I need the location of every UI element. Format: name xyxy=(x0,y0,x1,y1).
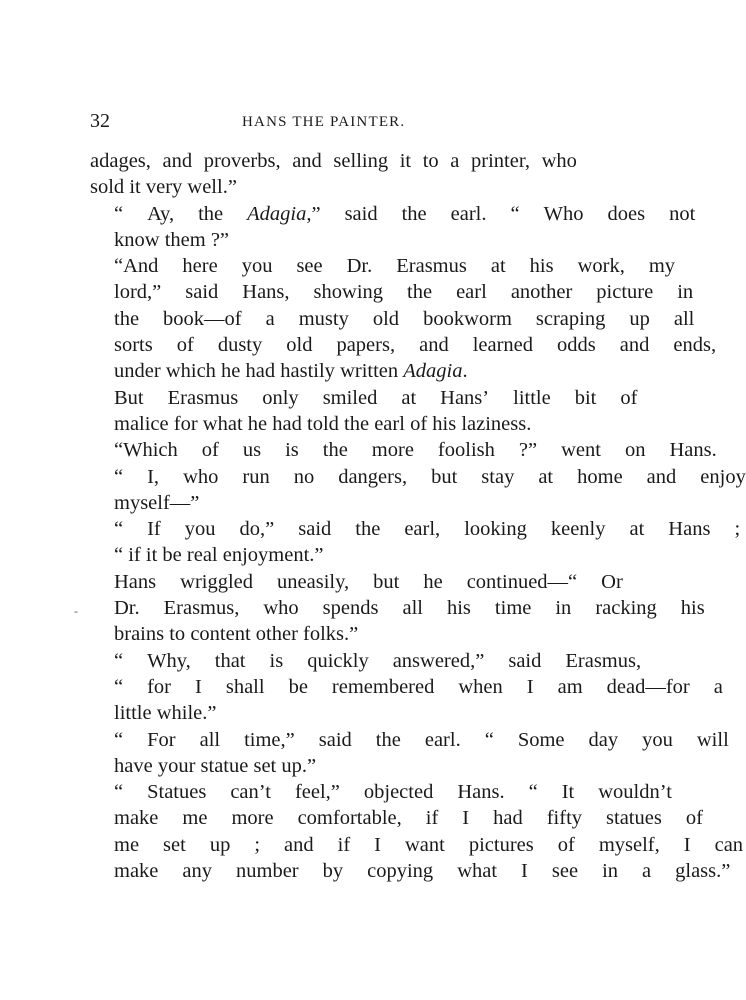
word: in xyxy=(602,860,619,883)
word: Dr. xyxy=(114,597,140,620)
word: “ xyxy=(114,675,124,698)
word: time,” xyxy=(244,728,295,751)
word: he xyxy=(221,360,241,383)
word: book—of xyxy=(163,307,242,330)
word: printer, xyxy=(471,150,530,172)
word: no xyxy=(293,465,315,488)
word: in xyxy=(555,597,572,620)
word: of xyxy=(201,439,219,462)
paragraph xyxy=(90,437,746,516)
word: the xyxy=(198,202,224,225)
word: musty xyxy=(298,307,349,330)
word: more xyxy=(231,807,274,830)
word: the xyxy=(355,518,381,541)
page-number: 32 xyxy=(90,110,110,132)
word: I xyxy=(462,807,470,830)
word: went xyxy=(561,439,601,462)
word: stay xyxy=(481,465,515,488)
word: in xyxy=(677,281,694,304)
word: “ xyxy=(114,518,124,541)
word: all xyxy=(402,597,423,620)
word: Hans xyxy=(668,518,711,541)
word: his xyxy=(680,597,705,620)
paragraph xyxy=(90,727,729,780)
text-line xyxy=(90,516,741,542)
margin-mark: - xyxy=(74,604,78,618)
word: bit xyxy=(574,386,597,409)
word: I xyxy=(683,833,691,856)
word: Ay, xyxy=(147,202,175,225)
word: you xyxy=(241,255,273,278)
word: to xyxy=(422,150,439,172)
word: answered,” xyxy=(392,649,485,672)
word: to xyxy=(169,623,186,646)
word: his xyxy=(446,597,471,620)
word: that xyxy=(214,649,246,672)
word: day xyxy=(588,728,619,751)
word: “ xyxy=(114,465,124,488)
word: the xyxy=(114,307,140,330)
word: at xyxy=(629,518,645,541)
word: bookworm xyxy=(423,307,512,330)
word: at xyxy=(401,386,417,409)
word: Hans, xyxy=(242,281,290,304)
word: for xyxy=(147,675,172,698)
word: I xyxy=(195,675,202,698)
word: earl, xyxy=(404,518,441,541)
word: I xyxy=(521,860,528,883)
word: Statues xyxy=(147,781,207,804)
word: up.” xyxy=(281,754,317,777)
text-line xyxy=(90,148,577,174)
word: brains xyxy=(114,623,165,646)
word: more xyxy=(371,439,414,462)
word: another xyxy=(510,281,573,304)
word: what xyxy=(202,412,243,435)
word: well.” xyxy=(187,176,237,199)
word: For xyxy=(147,728,176,751)
text-line xyxy=(90,411,577,437)
word: me xyxy=(114,833,140,856)
word: can xyxy=(714,833,744,856)
word: if xyxy=(128,544,141,567)
word: little xyxy=(513,386,551,409)
word: he xyxy=(423,570,443,593)
word: time xyxy=(494,597,532,620)
word: who xyxy=(263,597,299,620)
word: is xyxy=(285,439,299,462)
word: if xyxy=(337,833,351,856)
word: the xyxy=(401,202,427,225)
word: sold xyxy=(90,176,125,199)
word: learned xyxy=(472,334,534,357)
word: and xyxy=(162,150,193,172)
word: set xyxy=(163,833,186,856)
text-line xyxy=(90,253,676,279)
word: of xyxy=(410,412,428,435)
word: enjoy xyxy=(700,465,746,488)
word: old xyxy=(372,307,400,330)
word: I xyxy=(526,675,534,698)
word: my xyxy=(648,255,676,278)
word: of xyxy=(557,833,575,856)
word: selling xyxy=(333,150,389,172)
text-line xyxy=(90,437,717,463)
word: other xyxy=(255,623,298,646)
word: dusty xyxy=(217,334,263,357)
word: said xyxy=(185,281,219,304)
word: it xyxy=(145,544,158,567)
text-line xyxy=(90,464,746,490)
word: when xyxy=(458,675,503,698)
word: ends, xyxy=(673,334,717,357)
word: the xyxy=(375,728,401,751)
word: a xyxy=(265,307,275,330)
word: But xyxy=(114,386,144,409)
word: pictures xyxy=(468,833,534,856)
text-line xyxy=(90,595,705,621)
word: earl xyxy=(456,281,487,304)
text-line xyxy=(90,832,744,858)
word: at xyxy=(490,255,506,278)
word: said xyxy=(298,518,332,541)
word: ; xyxy=(734,518,741,541)
text-line xyxy=(90,805,703,831)
word: scraping xyxy=(535,307,606,330)
text-line xyxy=(90,306,695,332)
word: It xyxy=(561,781,575,804)
word: “ xyxy=(528,781,538,804)
word: keenly xyxy=(550,518,606,541)
running-title: HANS THE PAINTER. xyxy=(242,114,406,130)
word: had xyxy=(245,360,276,383)
paragraph xyxy=(90,385,638,438)
word: make xyxy=(114,807,159,830)
text-line xyxy=(90,279,694,305)
word: only xyxy=(262,386,299,409)
word: Why, xyxy=(147,649,191,672)
text-line xyxy=(90,332,717,358)
word: malice xyxy=(114,412,169,435)
word: have xyxy=(114,754,153,777)
text-line xyxy=(90,227,577,253)
word: them xyxy=(164,228,206,251)
word: here xyxy=(182,255,218,278)
word: does xyxy=(607,202,646,225)
word: said xyxy=(318,728,352,751)
word: racking xyxy=(595,597,657,620)
word: continued—“ xyxy=(466,570,578,593)
word: set xyxy=(253,754,277,777)
word: little xyxy=(114,702,152,725)
word: sorts xyxy=(114,334,153,357)
word: real xyxy=(186,544,218,567)
word: his xyxy=(432,412,457,435)
word: foolish xyxy=(437,439,495,462)
word: dead—for xyxy=(606,675,690,698)
paragraph xyxy=(90,201,696,254)
word: on xyxy=(624,439,646,462)
word: dangers, xyxy=(338,465,408,488)
word: “ xyxy=(510,202,520,225)
text-line xyxy=(90,779,672,805)
word: had xyxy=(493,807,523,830)
word: hastily xyxy=(280,360,335,383)
word: earl xyxy=(374,412,405,435)
word: objected xyxy=(363,781,434,804)
word: laziness. xyxy=(461,412,532,435)
word: proverbs, xyxy=(203,150,281,172)
paragraph xyxy=(90,516,741,569)
word: Erasmus xyxy=(396,255,467,278)
word: uneasily, xyxy=(277,570,350,593)
word: fifty xyxy=(546,807,583,830)
word: of xyxy=(176,334,194,357)
word: Hans. xyxy=(669,439,717,462)
text-line xyxy=(90,542,577,568)
word: and xyxy=(419,334,449,357)
text-line xyxy=(90,648,642,674)
word: Hans xyxy=(114,570,157,593)
word: Erasmus, xyxy=(565,649,642,672)
word: be xyxy=(288,675,308,698)
word: am xyxy=(557,675,583,698)
word: enjoyment.” xyxy=(222,544,324,567)
word: run xyxy=(242,465,270,488)
word: do,” xyxy=(239,518,275,541)
word: remembered xyxy=(331,675,435,698)
word: at xyxy=(538,465,554,488)
word: said xyxy=(508,649,542,672)
word: Hans. xyxy=(457,781,505,804)
word: a xyxy=(713,675,723,698)
word: Some xyxy=(517,728,565,751)
word: feel,” xyxy=(294,781,340,804)
word: Erasmus, xyxy=(163,597,240,620)
word: ?” xyxy=(518,439,538,462)
word: it xyxy=(399,150,412,172)
word: up xyxy=(629,307,650,330)
word: us xyxy=(242,439,262,462)
word: your xyxy=(157,754,196,777)
word: I, xyxy=(147,465,160,488)
word: his xyxy=(529,255,554,278)
word: comfortable, xyxy=(297,807,402,830)
text-line xyxy=(90,674,723,700)
word: work, xyxy=(577,255,625,278)
word: is xyxy=(269,649,284,672)
word: and xyxy=(619,334,650,357)
word: very xyxy=(145,176,183,199)
word: statue xyxy=(200,754,249,777)
word: spends xyxy=(322,597,379,620)
word: wouldn’t xyxy=(598,781,672,804)
word: Hans’ xyxy=(440,386,490,409)
word: content xyxy=(190,623,251,646)
word: copying xyxy=(367,860,434,883)
word: folks.” xyxy=(303,623,359,646)
word: quickly xyxy=(307,649,369,672)
word: want xyxy=(405,833,445,856)
word: by xyxy=(322,860,344,883)
word: “ xyxy=(114,649,124,672)
word: and xyxy=(284,833,314,856)
word: can’t xyxy=(230,781,271,804)
word: any xyxy=(182,860,213,883)
word: but xyxy=(431,465,458,488)
word: it xyxy=(129,176,141,199)
word: the xyxy=(322,439,348,462)
word: old xyxy=(286,334,313,357)
word: the xyxy=(344,412,370,435)
word: smiled xyxy=(322,386,378,409)
word: a xyxy=(450,150,460,172)
word: earl. xyxy=(424,728,461,751)
word: you xyxy=(184,518,216,541)
word: Who xyxy=(543,202,584,225)
text-line xyxy=(90,753,577,779)
word: Or xyxy=(601,570,623,593)
word: me xyxy=(182,807,208,830)
paragraph xyxy=(90,569,705,648)
word: up xyxy=(209,833,231,856)
word: make xyxy=(114,860,159,883)
word: myself, xyxy=(598,833,660,856)
word: home xyxy=(577,465,623,488)
word: all xyxy=(673,307,695,330)
word: not xyxy=(669,202,696,225)
word: he xyxy=(247,412,268,435)
word: told xyxy=(307,412,339,435)
word: who xyxy=(183,465,219,488)
word: papers, xyxy=(336,334,396,357)
word: picture xyxy=(596,281,654,304)
word: looking xyxy=(464,518,527,541)
text-line xyxy=(90,569,623,595)
word: see xyxy=(551,860,579,883)
word: Adagia. xyxy=(403,360,468,383)
word: If xyxy=(147,518,161,541)
word: “ xyxy=(114,544,124,567)
word: glass.” xyxy=(675,860,731,883)
word: “And xyxy=(114,255,159,278)
text-line xyxy=(90,201,696,227)
word: adages, xyxy=(90,150,151,172)
word: what xyxy=(457,860,498,883)
word: myself—” xyxy=(114,491,200,514)
word: wriggled xyxy=(180,570,254,593)
word: who xyxy=(541,150,577,172)
word: “ xyxy=(484,728,494,751)
paragraph xyxy=(90,253,717,384)
text-line xyxy=(90,385,638,411)
text-line xyxy=(90,858,731,884)
word: lord,” xyxy=(114,281,162,304)
text-line xyxy=(90,621,577,647)
word: a xyxy=(642,860,652,883)
paragraph xyxy=(90,648,723,727)
word: “Which xyxy=(114,439,178,462)
word: shall xyxy=(225,675,265,698)
word: the xyxy=(407,281,433,304)
word: of xyxy=(685,807,703,830)
word: odds xyxy=(557,334,596,357)
word: which xyxy=(165,360,216,383)
word: ; xyxy=(254,833,261,856)
word: written xyxy=(340,360,399,383)
word: Dr. xyxy=(346,255,373,278)
word: while.” xyxy=(156,702,217,725)
word: “ xyxy=(114,202,124,225)
paragraph xyxy=(90,148,577,201)
word: and xyxy=(292,150,322,172)
word: had xyxy=(272,412,302,435)
word: ?” xyxy=(210,228,230,251)
word: if xyxy=(425,807,439,830)
word: “ xyxy=(114,728,124,751)
text-line xyxy=(90,174,577,200)
word: but xyxy=(373,570,400,593)
word: be xyxy=(162,544,182,567)
word: you xyxy=(642,728,673,751)
word: know xyxy=(114,228,160,251)
text-line xyxy=(90,490,577,516)
word: number xyxy=(236,860,299,883)
word: I xyxy=(374,833,381,856)
paragraph xyxy=(90,779,744,884)
text-line xyxy=(90,727,729,753)
word: will xyxy=(696,728,729,751)
word: of xyxy=(620,386,638,409)
word: statues xyxy=(606,807,662,830)
word: and xyxy=(646,465,677,488)
word: for xyxy=(173,412,198,435)
word: all xyxy=(199,728,221,751)
word: Erasmus xyxy=(167,386,239,409)
word: see xyxy=(296,255,323,278)
running-head xyxy=(90,110,576,134)
word: said xyxy=(344,202,378,225)
text-line xyxy=(90,358,577,384)
body-text xyxy=(90,148,746,884)
text-line xyxy=(90,700,577,726)
word: under xyxy=(114,360,161,383)
word: earl. xyxy=(450,202,487,225)
word: Adagia,” xyxy=(247,202,321,225)
word: showing xyxy=(313,281,384,304)
word: “ xyxy=(114,781,124,804)
